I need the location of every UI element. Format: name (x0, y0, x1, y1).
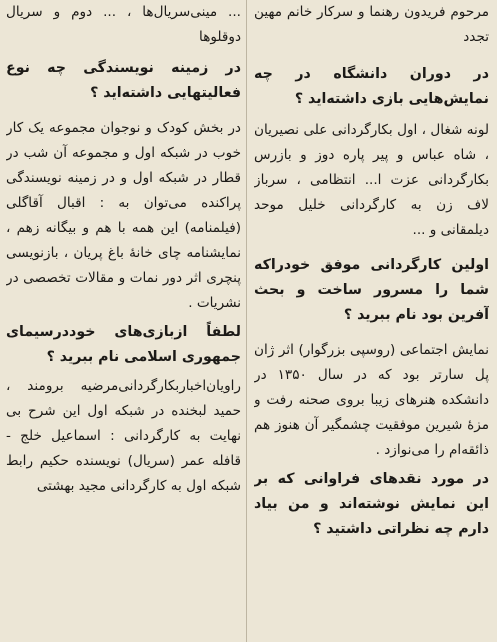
left-column (6, 0, 241, 642)
top-fragment: ... مینی‌سریال‌ها ، ... دوم و سریال دوقلوها (6, 4, 241, 45)
question-writing-activities: در زمینه نویسندگی چه نوع فعالیتهایی داشته‌اید ؟ (6, 60, 241, 101)
answer-tv-roles: راویان‌اخباربکارگردانی‌مرضیه برومند ، حمید لبخنده در شبکه اول این شرح بی نهایت به کارگردانی : اسماعیل خلج - قافله عمر (سریال) نویسنده حکیم رابط شبکه اول به کارگردانی مجید بهشتی (6, 378, 241, 494)
question-university-plays: در دوران دانشگاه در چه نمایش‌هایی بازی داشته‌اید ؟ (254, 66, 489, 107)
question-first-direction: اولین کارگردانی موفق خودراکه شما را مسرور ساخت و بحث آفرین بود نام ببرید ؟ (254, 257, 489, 323)
right-column (254, 0, 489, 642)
question-critiques: در مورد نقدهای فراوانی که بر این نمایش نوشته‌اند و من بیاد دارم چه نظراتی داشتید ؟ (254, 471, 489, 537)
answer-writing-activities: در بخش کودک و نوجوان مجموعه یک کار خوب در شبکه اول و مجموعه آن شب در قطار در شبکه اول و در زمینه نویسندگی پراکنده می‌توان به : اقبال آقاگلی (فیلمنامه) این همه با هم و بیگانه زهم ، نمایشنامه چای خانهٔ باغ پریان ، بازنویسی پنچری اثر دور نمات و مقالات تخصصی در نشریات . (6, 120, 241, 311)
answer-first-direction: نمایش اجتماعی (روسپی بزرگوار) اثر ژان پل سارتر بود که در سال ۱۳۵۰ در دانشکده هنرهای زیبا بروی صحنه رفت و مزهٔ شیرین موفقیت چشمگیر آن هنوز هم ذائقه‌ام را می‌نوازد . (254, 342, 489, 458)
answer-university-plays: لونه شغال ، اول بکارگردانی علی نصیریان ، شاه عباس و پیر پاره دوز و بازرس بکارگردانی عزت ا... انتظامی ، سرباز لاف زن به کارگردانی خلیل موحد دیلمقانی و ... (254, 122, 489, 238)
column-divider (246, 0, 247, 642)
question-tv-roles: لطفاً ازبازی‌های خوددرسیمای جمهوری اسلامی نام ببرید ؟ (6, 324, 241, 365)
intro-paragraph: مرحوم فریدون رهنما و سرکار خانم مهین تجدد (254, 4, 489, 45)
